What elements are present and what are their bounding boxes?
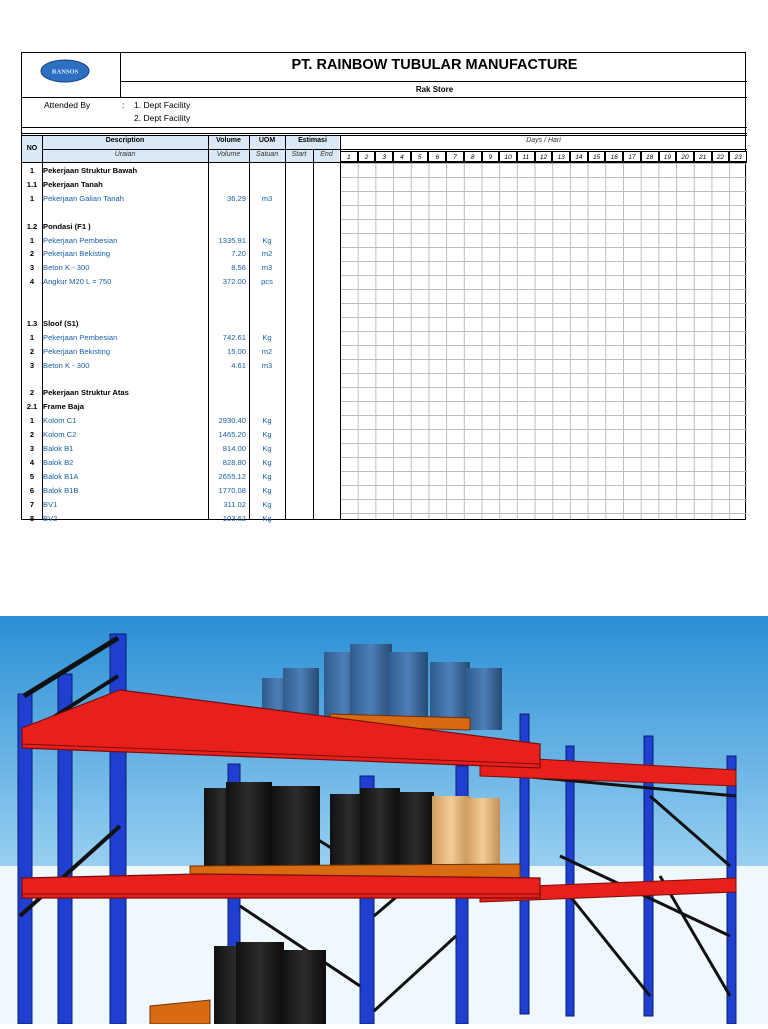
- row-no: 4: [29, 277, 35, 287]
- day-number-cell: 7: [446, 151, 464, 162]
- day-number-cell: 21: [694, 151, 712, 162]
- day-number-cell: 13: [552, 151, 570, 162]
- row-no: 2: [29, 388, 35, 398]
- attended-label: Attended By: [44, 100, 91, 110]
- row-no: 8: [29, 513, 35, 523]
- day-number-cell: 1: [340, 151, 358, 162]
- row-no: 1: [29, 416, 35, 426]
- day-number-cell: 20: [676, 151, 694, 162]
- row-description: Kolom C2: [43, 430, 77, 440]
- row-description: Pekerjaan Tanah: [43, 179, 103, 189]
- row-uom: Kg: [262, 471, 272, 481]
- day-number-cell: 23: [729, 151, 747, 162]
- row-description: [42, 374, 209, 386]
- row-volume: 2930.40: [218, 416, 246, 426]
- rack-store-illustration: [0, 616, 768, 1024]
- attended-item-2: 2. Dept Facility: [134, 113, 191, 123]
- row-uom: m3: [261, 263, 273, 273]
- row-uom: Kg: [262, 485, 272, 495]
- rab-schedule-sheet: [21, 52, 746, 523]
- row-volume: 1465.20: [218, 430, 246, 440]
- row-no: [22, 290, 42, 302]
- row-no: 5: [29, 471, 35, 481]
- row-description: Pekerjaan Bekisting: [43, 249, 111, 259]
- row-volume: 311.02: [223, 499, 246, 509]
- row-description: Balok B1A: [43, 471, 79, 481]
- row-uom: [249, 165, 285, 177]
- row-uom: [249, 179, 285, 191]
- row-description: Pekerjaan Struktur Bawah: [43, 166, 138, 175]
- row-description: [42, 207, 209, 219]
- row-volume: 2655.12: [218, 471, 246, 481]
- row-description: Angkur M20 L = 750: [43, 277, 112, 287]
- row-description: Kolom C1: [43, 416, 77, 426]
- day-number-cell: 2: [358, 151, 376, 162]
- row-description: Beton K - 300: [43, 360, 90, 370]
- row-no: 1.2: [26, 221, 38, 231]
- row-description: Pekerjaan Struktur Atas: [43, 388, 129, 398]
- row-no: 3: [29, 444, 35, 453]
- row-no: [22, 207, 42, 219]
- row-uom: pcs: [261, 277, 273, 287]
- row-volume: [208, 304, 246, 316]
- row-no: 2: [29, 249, 35, 259]
- row-volume: 814.00: [222, 444, 246, 453]
- row-description: Pekerjaan Pembesian: [43, 235, 118, 245]
- day-number-cell: 14: [570, 151, 588, 162]
- row-volume: [208, 318, 246, 330]
- logo-text: RANSOS: [51, 68, 79, 76]
- row-uom: [249, 290, 285, 302]
- row-description: Pekerjaan Bekisting: [43, 346, 111, 356]
- row-no: 3: [29, 360, 35, 370]
- row-uom: Kg: [262, 416, 272, 426]
- row-description: BV1: [43, 499, 58, 509]
- col-description-sub: Uraian: [114, 151, 136, 158]
- row-no: 1: [29, 193, 35, 203]
- day-number-cell: 6: [428, 151, 446, 162]
- row-description: [42, 290, 209, 302]
- col-description: Description: [105, 137, 145, 144]
- row-uom: Kg: [262, 513, 272, 523]
- row-description: [42, 304, 209, 316]
- row-uom: Kg: [262, 457, 272, 467]
- row-description: Beton K - 300: [43, 263, 90, 273]
- row-description: Frame Baja: [43, 402, 84, 412]
- row-no: 7: [29, 499, 35, 509]
- col-days: Days / Hari: [526, 137, 561, 144]
- row-volume: 828.80: [222, 457, 246, 467]
- col-uom: UOM: [258, 137, 276, 144]
- day-number-cell: 19: [659, 151, 677, 162]
- row-description: Balok B1: [43, 444, 74, 453]
- row-uom: [249, 374, 285, 386]
- row-uom: m2: [261, 346, 273, 356]
- row-volume: [208, 374, 246, 386]
- day-number-cell: 18: [641, 151, 659, 162]
- row-volume: 742.61: [222, 332, 246, 342]
- day-number-cell: 22: [712, 151, 730, 162]
- col-volume: Volume: [216, 137, 241, 144]
- row-uom: Kg: [262, 430, 272, 440]
- gantt-grid: [340, 163, 747, 519]
- day-number-cell: 17: [623, 151, 641, 162]
- row-volume: 103.62: [222, 513, 246, 523]
- attended-item-1: 1. Dept Facility: [134, 100, 191, 110]
- row-volume: 36.29: [226, 193, 246, 203]
- project-title: Rak Store: [415, 85, 454, 94]
- row-volume: [208, 207, 246, 219]
- row-no: [22, 304, 42, 316]
- day-number-cell: 12: [535, 151, 553, 162]
- day-number-cell: 16: [605, 151, 623, 162]
- row-uom: [249, 221, 285, 233]
- row-no: 1: [29, 235, 35, 245]
- row-description: BV2: [43, 513, 58, 523]
- day-number-cell: 8: [464, 151, 482, 162]
- row-uom: m2: [261, 249, 273, 259]
- row-volume: [208, 165, 246, 177]
- day-number-cell: 4: [393, 151, 411, 162]
- col-estimasi: Estimasi: [298, 137, 327, 144]
- day-number-cell: 9: [482, 151, 500, 162]
- row-description: Pekerjaan Galian Tanah: [43, 193, 124, 203]
- row-no: 1.3: [26, 318, 38, 328]
- row-no: 6: [29, 485, 35, 495]
- day-number-cell: 10: [499, 151, 517, 162]
- row-volume: 1335.91: [218, 235, 246, 245]
- row-no: 1.1: [26, 179, 38, 189]
- day-number-cell: 5: [411, 151, 429, 162]
- row-volume: [208, 387, 246, 399]
- row-volume: 372.00: [222, 277, 246, 287]
- day-numbers-row: [340, 151, 747, 162]
- row-volume: 8.56: [231, 263, 246, 273]
- row-uom: [249, 207, 285, 219]
- row-uom: m3: [261, 360, 273, 370]
- row-uom: Kg: [262, 332, 272, 342]
- row-volume: [208, 290, 246, 302]
- row-description: Balok B1B: [43, 485, 79, 495]
- col-end: End: [320, 151, 333, 158]
- row-no: 3: [29, 263, 35, 273]
- company-logo: [40, 59, 90, 83]
- day-number-cell: 11: [517, 151, 535, 162]
- row-description: Balok B2: [43, 457, 74, 467]
- row-no: 1: [29, 166, 35, 175]
- row-uom: [249, 318, 285, 330]
- row-no: 4: [29, 457, 35, 467]
- row-uom: [249, 304, 285, 316]
- row-volume: 4.61: [231, 360, 246, 370]
- row-uom: Kg: [262, 235, 272, 245]
- row-volume: 1770.08: [218, 485, 246, 495]
- col-volume-sub: Volume: [216, 151, 241, 158]
- row-no: 2: [29, 346, 35, 356]
- row-volume: [208, 221, 246, 233]
- row-uom: Kg: [262, 444, 272, 453]
- row-uom: Kg: [262, 499, 272, 509]
- row-no: 2.1: [26, 402, 38, 412]
- company-title: PT. RAINBOW TUBULAR MANUFACTURE: [291, 57, 578, 73]
- day-number-cell: 15: [588, 151, 606, 162]
- col-no: NO: [26, 145, 38, 152]
- col-start: Start: [291, 151, 307, 158]
- row-uom: [249, 387, 285, 399]
- row-description: Pekerjaan Pembesian: [43, 332, 118, 342]
- row-volume: [208, 401, 246, 413]
- row-uom: m3: [261, 193, 273, 203]
- row-no: [22, 374, 42, 386]
- row-uom: [249, 401, 285, 413]
- row-description: Sloof (S1): [43, 318, 79, 328]
- day-number-cell: 3: [375, 151, 393, 162]
- row-volume: [208, 179, 246, 191]
- row-description: Pondasi (F1 ): [43, 221, 91, 231]
- attended-sep: :: [122, 100, 125, 110]
- row-volume: 15.00: [226, 346, 246, 356]
- row-volume: 7.20: [231, 249, 246, 259]
- row-no: 2: [29, 430, 35, 440]
- row-no: 1: [29, 332, 35, 342]
- col-uom-sub: Satuan: [255, 151, 279, 158]
